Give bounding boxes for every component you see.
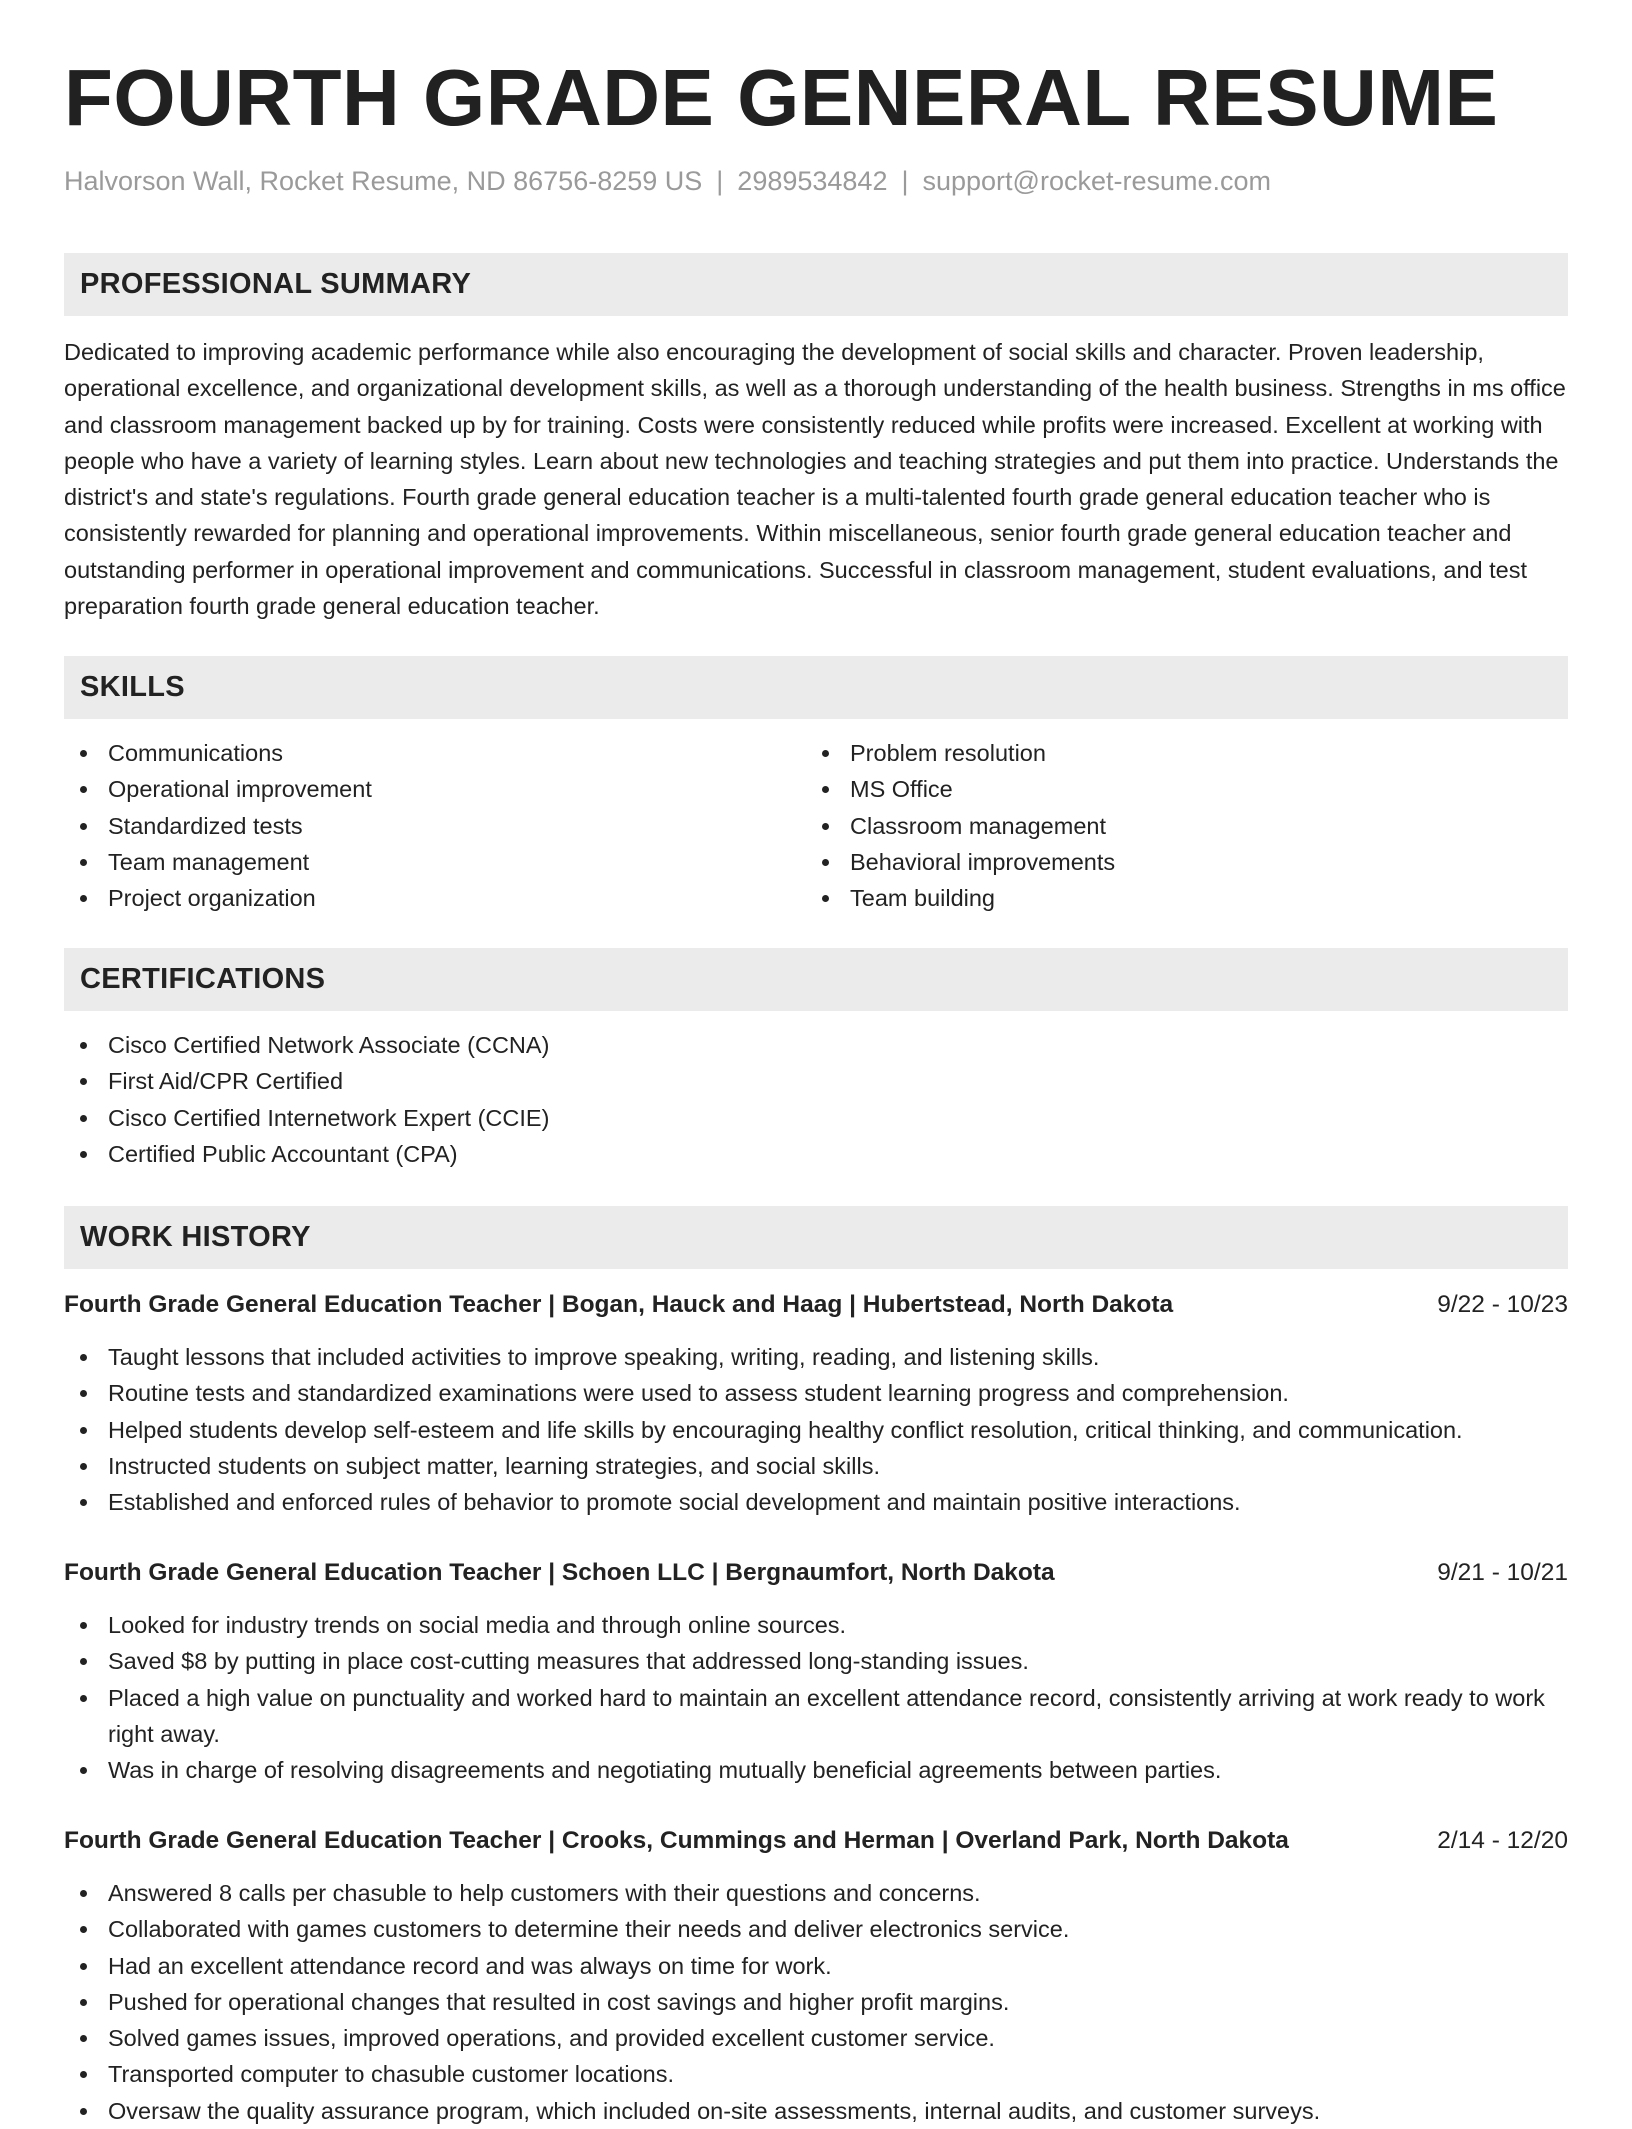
job-title: Fourth Grade General Education Teacher | Schoen LLC | Bergnaumfort, North Dakota xyxy=(64,1559,1055,1586)
skill-item: MS Office xyxy=(806,771,1546,807)
job-bullet: Transported computer to chasuble customer locations. xyxy=(64,2056,1568,2092)
certification-item: Cisco Certified Network Associate (CCNA) xyxy=(64,1027,1568,1063)
skills-heading: SKILLS xyxy=(80,671,185,703)
certifications-heading: CERTIFICATIONS xyxy=(80,963,326,995)
skill-item: Team building xyxy=(806,880,1546,916)
job-header xyxy=(64,1823,1568,1859)
job-bullet: Was in charge of resolving disagreements and negotiating mutually beneficial agreements between parties. xyxy=(64,1752,1568,1788)
job-bullet: Oversaw the quality assurance program, which included on-site assessments, internal audits, and customer surveys. xyxy=(64,2093,1568,2129)
job-bullets xyxy=(64,1875,1568,2129)
job-header xyxy=(64,1287,1568,1323)
job-bullet: Pushed for operational changes that resulted in cost savings and higher profit margins. xyxy=(64,1984,1568,2020)
skills-list-right xyxy=(806,735,1546,916)
job-bullet: Had an excellent attendance record and was always on time for work. xyxy=(64,1948,1568,1984)
job-bullet: Answered 8 calls per chasuble to help customers with their questions and concerns. xyxy=(64,1875,1568,1911)
skill-item: Behavioral improvements xyxy=(806,844,1546,880)
contact-separator: | xyxy=(901,166,909,196)
skill-item: Classroom management xyxy=(806,808,1546,844)
skills-section-header xyxy=(64,656,1568,719)
job-dates: 9/21 - 10/21 xyxy=(1437,1559,1568,1586)
job-dates: 9/22 - 10/23 xyxy=(1437,1291,1568,1318)
job-bullet: Helped students develop self-esteem and life skills by encouraging healthy conflict resolution, critical thinking, and communication. xyxy=(64,1412,1568,1448)
job-bullets xyxy=(64,1607,1568,1788)
contact-line xyxy=(64,166,1271,197)
skill-item: Standardized tests xyxy=(64,808,804,844)
summary-heading: PROFESSIONAL SUMMARY xyxy=(80,268,472,300)
certifications-list xyxy=(64,1027,1568,1172)
summary-text: Dedicated to improving academic performance while also encouraging the development of social skills and character. Proven leadership, operational excellence, and organizational development skills, as well as a thorough understanding of the health business. Strengths in ms office and classroom management backed up by for training. Costs were consistently reduced while profits were increased. Excellent at working with people who have a variety of learning styles. Learn about new technologies and teaching strategies and put them into practice. Understands the district's and state's regulations. Fourth grade general education teacher is a multi-talented fourth grade general education teacher who is consistently rewarded for planning and operational improvements. Within miscellaneous, senior fourth grade general education teacher and outstanding performer in operational improvement and communications. Successful in classroom management, student evaluations, and test preparation fourth grade general education teacher. xyxy=(64,339,1566,620)
skill-item: Problem resolution xyxy=(806,735,1546,771)
job-title: Fourth Grade General Education Teacher | Crooks, Cummings and Herman | Overland Park, North Dakota xyxy=(64,1827,1289,1854)
job-bullet: Routine tests and standardized examinations were used to assess student learning progress and comprehension. xyxy=(64,1375,1568,1411)
job-bullet: Solved games issues, improved operations, and provided excellent customer service. xyxy=(64,2020,1568,2056)
job-bullet: Placed a high value on punctuality and worked hard to maintain an excellent attendance record, consistently arriving at work ready to work right away. xyxy=(64,1680,1568,1753)
job-title: Fourth Grade General Education Teacher | Bogan, Hauck and Haag | Hubertstead, North Dakota xyxy=(64,1291,1174,1318)
job-bullet: Saved $8 by putting in place cost-cutting measures that addressed long-standing issues. xyxy=(64,1643,1568,1679)
contact-phone: 2989534842 xyxy=(737,166,888,196)
skill-item: Project organization xyxy=(64,880,804,916)
job-bullet: Collaborated with games customers to determine their needs and deliver electronics service. xyxy=(64,1911,1568,1947)
work-history-heading: WORK HISTORY xyxy=(80,1221,311,1253)
resume-title: FOURTH GRADE GENERAL RESUME xyxy=(64,53,1499,142)
job-bullets xyxy=(64,1339,1568,1520)
job-dates: 2/14 - 12/20 xyxy=(1437,1827,1568,1854)
certification-item: Cisco Certified Internetwork Expert (CCIE) xyxy=(64,1100,1568,1136)
summary-section-header xyxy=(64,253,1568,316)
contact-separator: | xyxy=(716,166,724,196)
certifications-section-header xyxy=(64,948,1568,1011)
skill-item: Team management xyxy=(64,844,804,880)
work-history-section-header xyxy=(64,1206,1568,1269)
job-bullet: Looked for industry trends on social media and through online sources. xyxy=(64,1607,1568,1643)
job-bullet: Established and enforced rules of behavior to promote social development and maintain positive interactions. xyxy=(64,1484,1568,1520)
skills-list-left xyxy=(64,735,804,916)
certification-item: First Aid/CPR Certified xyxy=(64,1063,1568,1099)
job-bullet: Taught lessons that included activities to improve speaking, writing, reading, and listening skills. xyxy=(64,1339,1568,1375)
certification-item: Certified Public Accountant (CPA) xyxy=(64,1136,1568,1172)
skill-item: Communications xyxy=(64,735,804,771)
contact-address: Halvorson Wall, Rocket Resume, ND 86756-8259 US xyxy=(64,166,703,196)
contact-email: support@rocket-resume.com xyxy=(922,166,1272,196)
skill-item: Operational improvement xyxy=(64,771,804,807)
job-header xyxy=(64,1555,1568,1591)
job-bullet: Instructed students on subject matter, learning strategies, and social skills. xyxy=(64,1448,1568,1484)
